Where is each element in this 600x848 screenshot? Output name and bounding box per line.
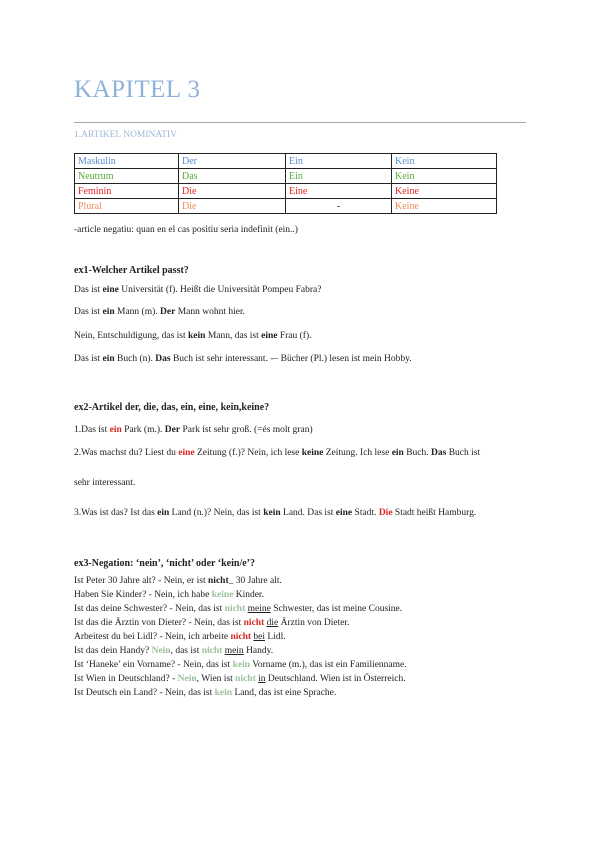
exercise-line: Arbeitest du bei Lidl? - Nein, ich arbeite nicht bei Lidl. — [74, 632, 286, 642]
exercise-line: Ist das deine Schwester? - Nein, das ist nicht meine Schwester, das ist meine Cousine. — [74, 604, 403, 614]
table-cell: Ein — [286, 169, 392, 184]
table-cell: Keine — [392, 184, 497, 199]
exercise-1-heading: ex1-Welcher Artikel passt? — [74, 265, 189, 276]
table-cell: Die — [179, 184, 286, 199]
article-table — [74, 153, 497, 214]
exercise-line: Haben Sie Kinder? - Nein, ich habe keine Kinder. — [74, 590, 264, 600]
table-cell: - — [286, 199, 392, 214]
table-cell: Plural — [75, 199, 179, 214]
table-cell: Das — [179, 169, 286, 184]
table-cell: Eine — [286, 184, 392, 199]
table-row — [75, 169, 497, 184]
table-cell: Die — [179, 199, 286, 214]
section-heading: 1.ARTIKEL NOMINATIV — [74, 130, 178, 140]
exercise-line: Nein, Entschuldigung, das ist kein Mann, das ist eine Frau (f). — [74, 331, 312, 341]
table-cell: Ein — [286, 154, 392, 169]
table-cell: Neutrum — [75, 169, 179, 184]
table-cell: Feminin — [75, 184, 179, 199]
exercise-line: Ist Peter 30 Jahre alt? - Nein, er ist nicht_ 30 Jahre alt. — [74, 576, 282, 586]
title-divider — [74, 122, 526, 123]
page-title: KAPITEL 3 — [74, 76, 201, 103]
exercise-2-heading: ex2-Artikel der, die, das, ein, eine, kein,keine? — [74, 402, 270, 413]
exercise-line: Ist Wien in Deutschland? - Nein, Wien ist nicht in Deutschland. Wien ist in Österreich. — [74, 674, 406, 684]
exercise-line: Ist das die Ärztin von Dieter? - Nein, das ist nicht die Ärztin von Dieter. — [74, 618, 350, 628]
table-row — [75, 154, 497, 169]
exercise-line: sehr interessant. — [74, 478, 136, 488]
exercise-line: Das ist ein Buch (n). Das Buch ist sehr interessant. -– Bücher (Pl.) lesen ist mein Hobby. — [74, 354, 412, 364]
table-row — [75, 184, 497, 199]
table-cell: Kein — [392, 154, 497, 169]
exercise-line: Ist Deutsch ein Land? - Nein, das ist kein Land, das ist eine Sprache. — [74, 688, 337, 698]
note-text: -article negatiu: quan en el cas positiu seria indefinit (ein..) — [74, 225, 298, 235]
exercise-line: Ist ‘Haneke’ ein Vorname? - Nein, das ist kein Vorname (m.), das ist ein Familienname. — [74, 660, 407, 670]
table-cell: Keine — [392, 199, 497, 214]
table-cell: Maskulin — [75, 154, 179, 169]
exercise-3-heading: ex3-Negation: ‘nein’, ‘nicht’ oder ‘kein/e’? — [74, 558, 255, 569]
exercise-line: 2.Was machst du? Liest du eine Zeitung (f.)? Nein, ich lese keine Zeitung. Ich lese ein Buch. Das Buch ist — [74, 448, 481, 458]
exercise-line: Das ist ein Mann (m). Der Mann wohnt hier. — [74, 307, 245, 317]
table-cell: Der — [179, 154, 286, 169]
exercise-line: Ist das dein Handy? Nein, das ist nicht mein Handy. — [74, 646, 274, 656]
table-row — [75, 199, 497, 214]
exercise-line: Das ist eine Universität (f). Heißt die Universität Pompeu Fabra? — [74, 285, 322, 295]
table-cell: Kein — [392, 169, 497, 184]
exercise-line: 3.Was ist das? Ist das ein Land (n.)? Nein, das ist kein Land. Das ist eine Stadt. Die Stadt heißt Hamburg. — [74, 508, 477, 518]
exercise-line: 1.Das ist ein Park (m.). Der Park ist sehr groß. (=és molt gran) — [74, 425, 313, 435]
